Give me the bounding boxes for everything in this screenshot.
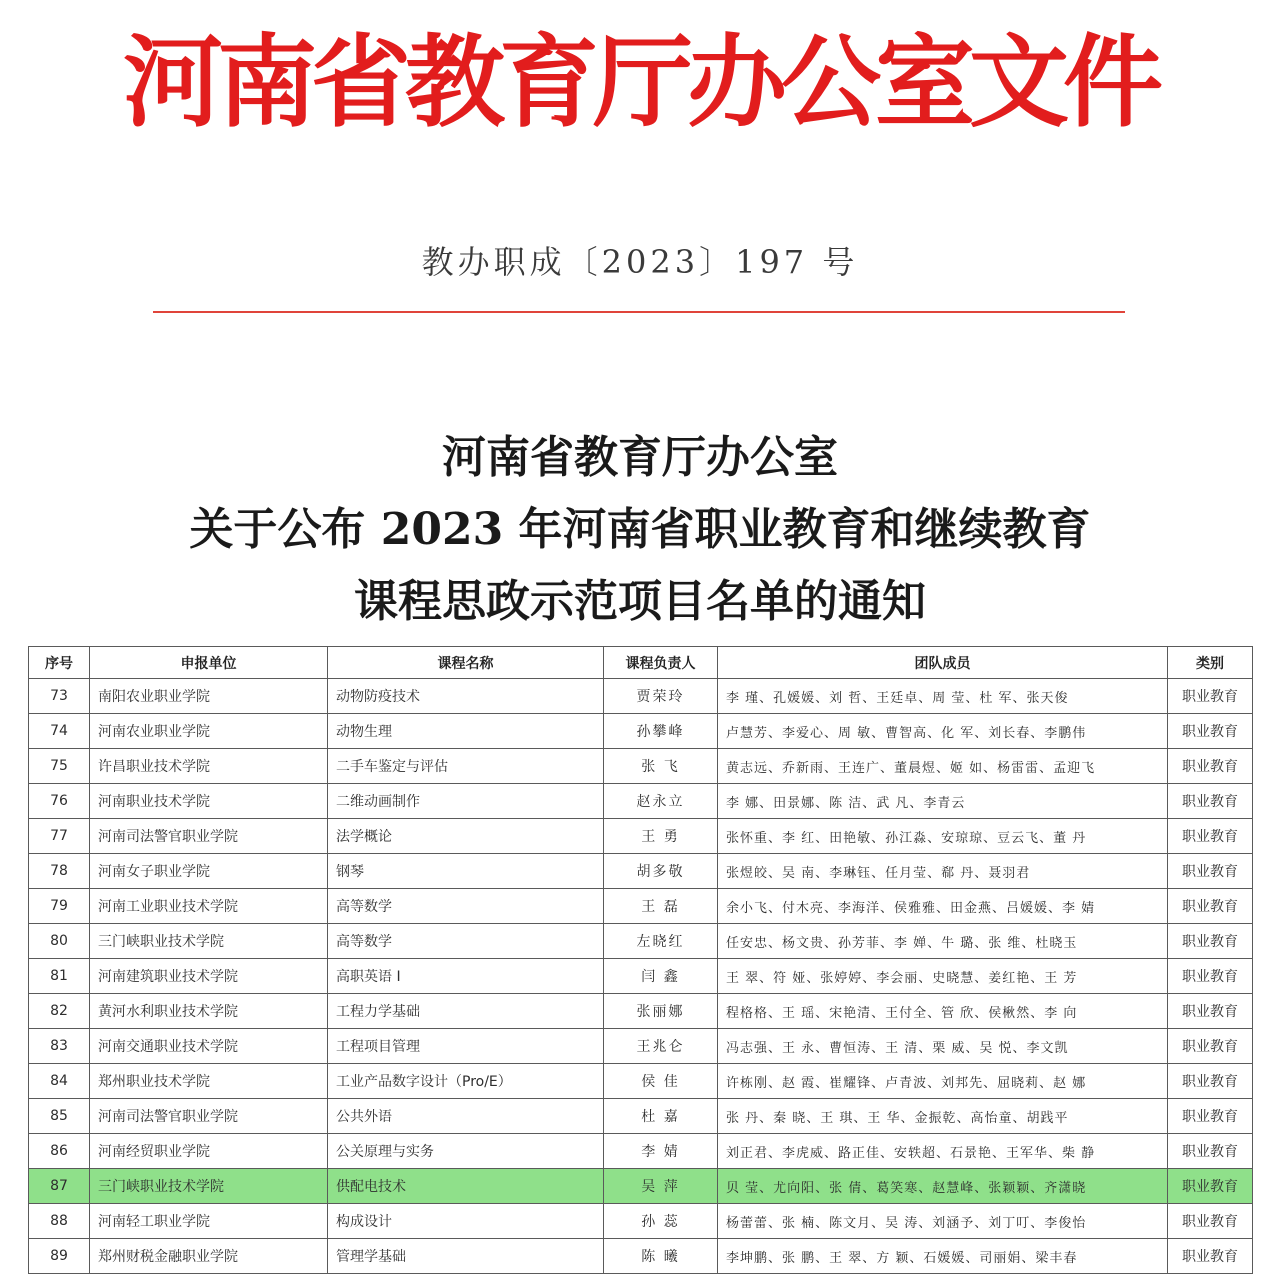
cell-applicant-unit: 河南司法警官职业学院 <box>90 1099 328 1134</box>
cell-team-members: 王 翠、符 娅、张婷婷、李会丽、史晓慧、姜红艳、王 芳 <box>718 959 1168 994</box>
cell-course-lead: 李 婧 <box>604 1134 718 1169</box>
cell-course-lead: 闫 鑫 <box>604 959 718 994</box>
cell-course-lead: 胡多敬 <box>604 854 718 889</box>
notice-title-line-3: 课程思政示范项目名单的通知 <box>354 576 926 627</box>
cell-category: 职业教育 <box>1168 959 1253 994</box>
cell-serial-number: 76 <box>29 784 90 819</box>
cell-category: 职业教育 <box>1168 749 1253 784</box>
cell-team-members: 许栋刚、赵 霞、崔耀锋、卢青波、刘邦先、屈晓莉、赵 娜 <box>718 1064 1168 1099</box>
header-serial-number: 序号 <box>29 647 90 679</box>
cell-team-members: 黄志远、乔新雨、王连广、董晨煜、姬 如、杨雷雷、孟迎飞 <box>718 749 1168 784</box>
cell-applicant-unit: 黄河水利职业技术学院 <box>90 994 328 1029</box>
cell-course-name: 供配电技术 <box>328 1169 604 1204</box>
table-row <box>29 1099 1253 1134</box>
cell-course-lead: 杜 嘉 <box>604 1099 718 1134</box>
table-row <box>29 1134 1253 1169</box>
table-row <box>29 784 1253 819</box>
cell-applicant-unit: 河南农业职业学院 <box>90 714 328 749</box>
cell-team-members: 张怀重、李 红、田艳敏、孙江淼、安琼琼、豆云飞、董 丹 <box>718 819 1168 854</box>
cell-applicant-unit: 河南女子职业学院 <box>90 854 328 889</box>
cell-course-name: 构成设计 <box>328 1204 604 1239</box>
cell-course-name: 钢琴 <box>328 854 604 889</box>
header-course-name: 课程名称 <box>328 647 604 679</box>
cell-course-name: 公关原理与实务 <box>328 1134 604 1169</box>
cell-course-name: 动物防疫技术 <box>328 679 604 714</box>
cell-applicant-unit: 南阳农业职业学院 <box>90 679 328 714</box>
table-row <box>29 1029 1253 1064</box>
cell-team-members: 冯志强、王 永、曹恒涛、王 清、栗 威、吴 悦、李文凯 <box>718 1029 1168 1064</box>
cell-serial-number: 82 <box>29 994 90 1029</box>
header-team-members: 团队成员 <box>718 647 1168 679</box>
cell-serial-number: 86 <box>29 1134 90 1169</box>
project-list-table <box>28 646 1253 1274</box>
cell-category: 职业教育 <box>1168 714 1253 749</box>
cell-category: 职业教育 <box>1168 819 1253 854</box>
cell-category: 职业教育 <box>1168 1239 1253 1274</box>
cell-applicant-unit: 河南轻工职业学院 <box>90 1204 328 1239</box>
cell-team-members: 刘正君、李虎威、路正佳、安轶超、石景艳、王军华、柴 静 <box>718 1134 1168 1169</box>
cell-applicant-unit: 河南经贸职业学院 <box>90 1134 328 1169</box>
cell-team-members: 李坤鹏、张 鹏、王 翠、方 颖、石媛媛、司丽娟、梁丰春 <box>718 1239 1168 1274</box>
table-row <box>29 959 1253 994</box>
table-row <box>29 714 1253 749</box>
cell-serial-number: 83 <box>29 1029 90 1064</box>
cell-course-name: 管理学基础 <box>328 1239 604 1274</box>
cell-serial-number: 85 <box>29 1099 90 1134</box>
table-row <box>29 924 1253 959</box>
table-row <box>29 889 1253 924</box>
cell-serial-number: 84 <box>29 1064 90 1099</box>
cell-course-lead: 左晓红 <box>604 924 718 959</box>
header-course-lead: 课程负责人 <box>604 647 718 679</box>
cell-course-lead: 孙攀峰 <box>604 714 718 749</box>
cell-category: 职业教育 <box>1168 679 1253 714</box>
cell-category: 职业教育 <box>1168 994 1253 1029</box>
cell-course-lead: 侯 佳 <box>604 1064 718 1099</box>
cell-category: 职业教育 <box>1168 1099 1253 1134</box>
table-row <box>29 679 1253 714</box>
cell-serial-number: 77 <box>29 819 90 854</box>
cell-course-name: 高等数学 <box>328 889 604 924</box>
cell-applicant-unit: 河南建筑职业技术学院 <box>90 959 328 994</box>
cell-applicant-unit: 河南司法警官职业学院 <box>90 819 328 854</box>
cell-serial-number: 78 <box>29 854 90 889</box>
cell-course-lead: 张 飞 <box>604 749 718 784</box>
cell-category: 职业教育 <box>1168 784 1253 819</box>
cell-team-members: 卢慧芳、李爱心、周 敏、曹智高、化 军、刘长春、李鹏伟 <box>718 714 1168 749</box>
cell-course-lead: 王兆仑 <box>604 1029 718 1064</box>
cell-course-lead: 陈 曦 <box>604 1239 718 1274</box>
cell-applicant-unit: 许昌职业技术学院 <box>90 749 328 784</box>
cell-course-name: 法学概论 <box>328 819 604 854</box>
header-category: 类别 <box>1168 647 1253 679</box>
cell-category: 职业教育 <box>1168 1169 1253 1204</box>
cell-course-name: 二维动画制作 <box>328 784 604 819</box>
header-applicant-unit: 申报单位 <box>90 647 328 679</box>
cell-serial-number: 73 <box>29 679 90 714</box>
cell-team-members: 李 娜、田景娜、陈 洁、武 凡、李青云 <box>718 784 1168 819</box>
cell-course-lead: 孙 蕊 <box>604 1204 718 1239</box>
cell-course-lead: 赵永立 <box>604 784 718 819</box>
cell-serial-number: 87 <box>29 1169 90 1204</box>
cell-category: 职业教育 <box>1168 924 1253 959</box>
cell-team-members: 贝 莹、尤向阳、张 倩、葛笑寒、赵慧峰、张颖颖、齐潇晓 <box>718 1169 1168 1204</box>
table-row <box>29 819 1253 854</box>
cell-serial-number: 88 <box>29 1204 90 1239</box>
cell-course-lead: 贾荣玲 <box>604 679 718 714</box>
cell-team-members: 杨蕾蕾、张 楠、陈文月、吴 涛、刘涵予、刘丁叮、李俊怡 <box>718 1204 1168 1239</box>
cell-applicant-unit: 郑州财税金融职业学院 <box>90 1239 328 1274</box>
table-row <box>29 749 1253 784</box>
cell-course-lead: 张丽娜 <box>604 994 718 1029</box>
cell-team-members: 李 瑾、孔媛媛、刘 哲、王廷卓、周 莹、杜 军、张天俊 <box>718 679 1168 714</box>
table-row <box>29 854 1253 889</box>
table-row <box>29 1064 1253 1099</box>
cell-applicant-unit: 三门峡职业技术学院 <box>90 924 328 959</box>
cell-applicant-unit: 河南工业职业技术学院 <box>90 889 328 924</box>
table-row <box>29 994 1253 1029</box>
cell-serial-number: 74 <box>29 714 90 749</box>
cell-team-members: 任安忠、杨文贵、孙芳菲、李 婵、牛 璐、张 维、杜晓玉 <box>718 924 1168 959</box>
cell-applicant-unit: 河南职业技术学院 <box>90 784 328 819</box>
cell-course-name: 二手车鉴定与评估 <box>328 749 604 784</box>
cell-applicant-unit: 河南交通职业技术学院 <box>90 1029 328 1064</box>
red-divider-rule <box>153 311 1125 313</box>
cell-category: 职业教育 <box>1168 1029 1253 1064</box>
table-row <box>29 1204 1253 1239</box>
cell-category: 职业教育 <box>1168 1064 1253 1099</box>
cell-category: 职业教育 <box>1168 889 1253 924</box>
table-row <box>29 1169 1253 1204</box>
cell-course-name: 工程项目管理 <box>328 1029 604 1064</box>
cell-serial-number: 75 <box>29 749 90 784</box>
document-number: 教办职成〔2023〕197 号 <box>421 243 859 281</box>
cell-applicant-unit: 三门峡职业技术学院 <box>90 1169 328 1204</box>
cell-course-name: 动物生理 <box>328 714 604 749</box>
notice-title-line-2: 关于公布 2023 年河南省职业教育和继续教育 <box>189 504 1091 555</box>
cell-serial-number: 81 <box>29 959 90 994</box>
cell-applicant-unit: 郑州职业技术学院 <box>90 1064 328 1099</box>
cell-team-members: 张 丹、秦 晓、王 琪、王 华、金振乾、高怡童、胡践平 <box>718 1099 1168 1134</box>
cell-serial-number: 79 <box>29 889 90 924</box>
cell-course-name: 公共外语 <box>328 1099 604 1134</box>
notice-title-line-1: 河南省教育厅办公室 <box>442 432 838 483</box>
project-list-table-container <box>28 646 1252 1274</box>
cell-course-lead: 王 勇 <box>604 819 718 854</box>
table-row <box>29 1239 1253 1274</box>
cell-serial-number: 89 <box>29 1239 90 1274</box>
cell-category: 职业教育 <box>1168 1204 1253 1239</box>
notice-title <box>0 422 1280 638</box>
cell-course-name: 工业产品数字设计（Pro/E） <box>328 1064 604 1099</box>
table-body <box>29 679 1253 1274</box>
cell-category: 职业教育 <box>1168 854 1253 889</box>
table-header-row <box>29 647 1253 679</box>
cell-team-members: 余小飞、付木亮、李海洋、侯雅雅、田金燕、吕媛媛、李 婧 <box>718 889 1168 924</box>
cell-course-name: 高等数学 <box>328 924 604 959</box>
cell-category: 职业教育 <box>1168 1134 1253 1169</box>
cell-serial-number: 80 <box>29 924 90 959</box>
cell-course-lead: 吴 萍 <box>604 1169 718 1204</box>
cell-course-name: 工程力学基础 <box>328 994 604 1029</box>
red-letterhead-title: 河南省教育厅办公室文件 <box>123 23 1157 141</box>
cell-course-name: 高职英语 I <box>328 959 604 994</box>
cell-team-members: 张煜皎、吴 南、李琳钰、任月莹、郗 丹、聂羽君 <box>718 854 1168 889</box>
cell-course-lead: 王 磊 <box>604 889 718 924</box>
cell-team-members: 程格格、王 瑶、宋艳清、王付全、管 欣、侯楸然、李 向 <box>718 994 1168 1029</box>
